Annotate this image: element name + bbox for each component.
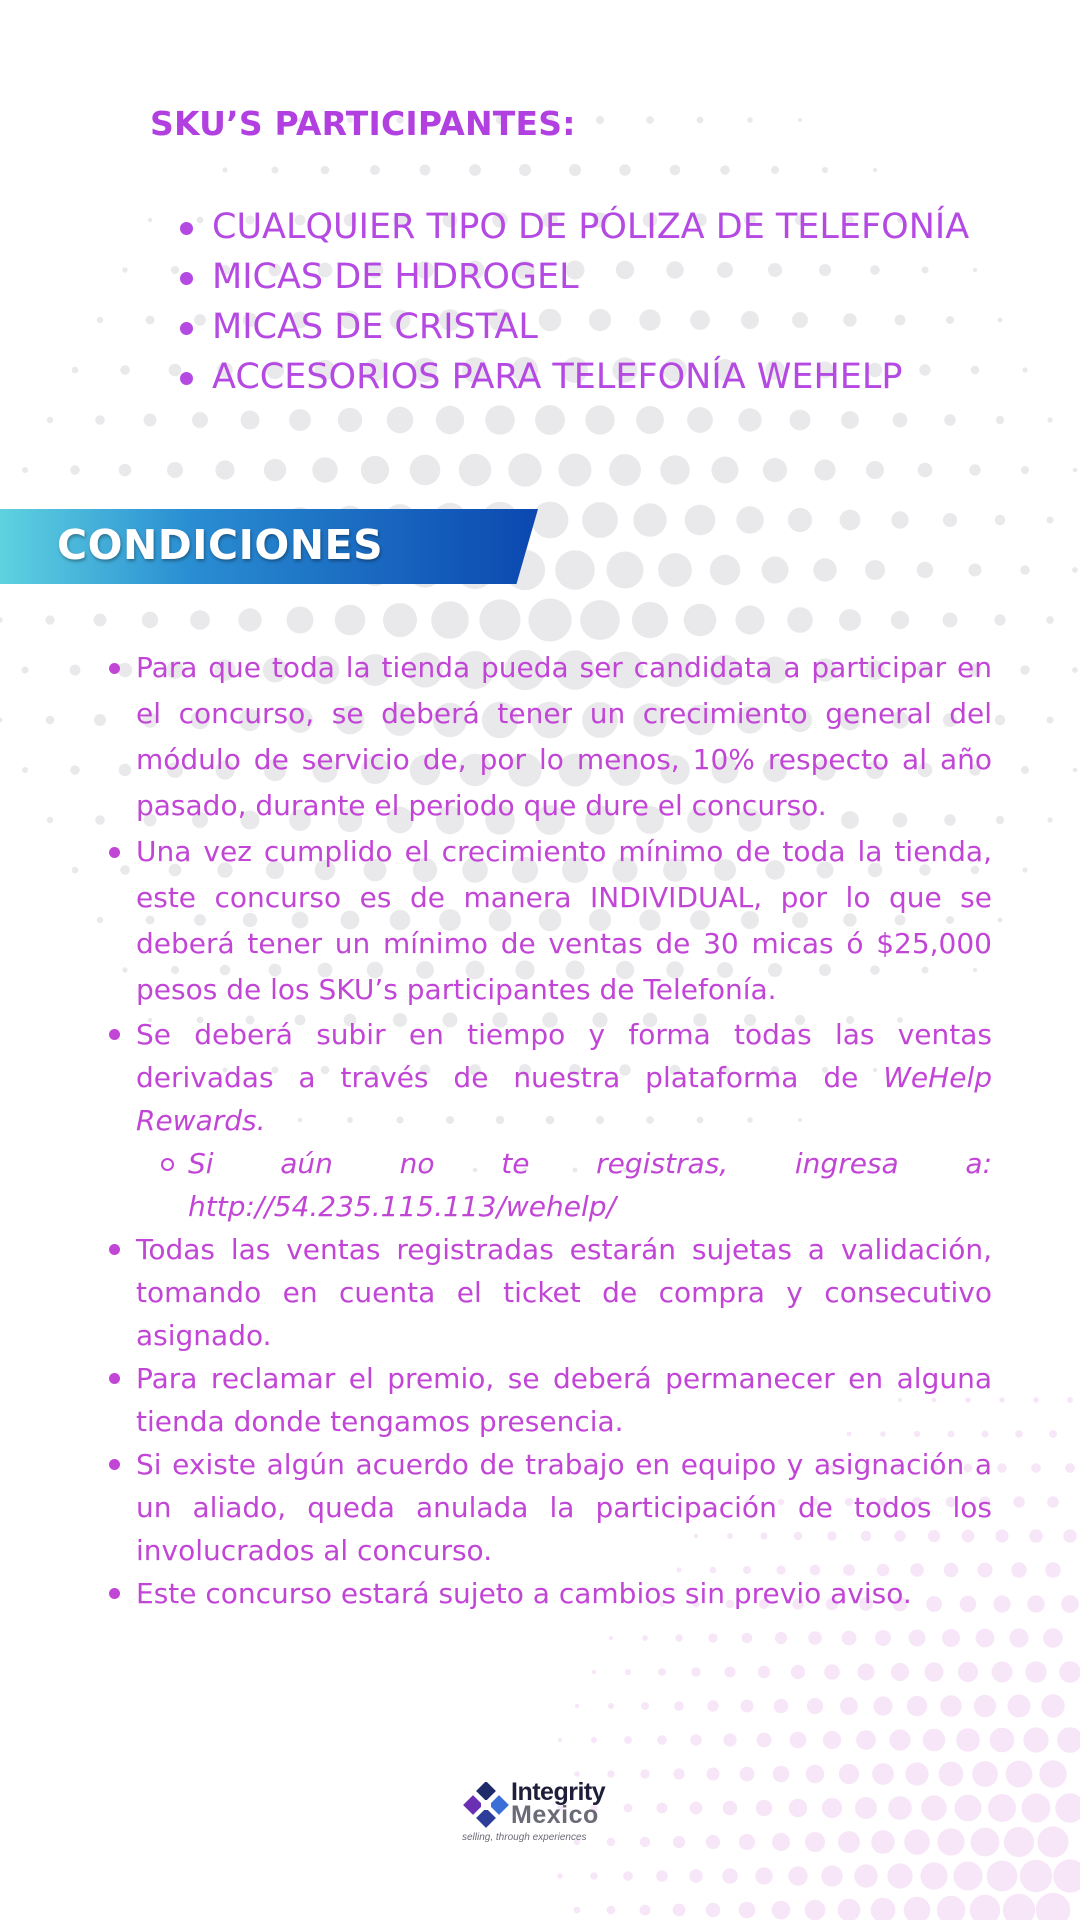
sku-item: MICAS DE CRISTAL (180, 302, 969, 352)
condition-item: Este concurso estará sujeto a cambios sin previo aviso. (136, 1572, 992, 1615)
condition-item: Una vez cumplido el crecimiento mínimo de toda la tienda, este concurso es de manera INDIVIDUAL, por lo que se deberá tener un mínimo de ventas de 30 micas ó $25,000 pesos de los SKU’s participantes de Telefonía. (136, 829, 992, 1013)
condition-item: Si existe algún acuerdo de trabajo en equipo y asignación a un aliado, queda anulada la participación de todos los involucrados al concurso. (136, 1443, 992, 1572)
logo-text-integrity: Integrity (511, 1778, 606, 1806)
integrity-mexico-logo (462, 1778, 622, 1848)
condition-item: Para que toda la tienda pueda ser candidata a participar en el concurso, se deberá tener un crecimiento general del módulo de servicio de, por lo menos, 10% respecto al año pasado, durante el periodo que dure el concurso. (136, 645, 992, 829)
condition-item: Todas las ventas registradas estarán sujetas a validación, tomando en cuenta el ticket de compra y consecutivo asignado. (136, 1228, 992, 1357)
sku-item: MICAS DE HIDROGEL (180, 252, 969, 302)
conditions-list (136, 645, 992, 1615)
logo-tagline: selling, through experiences (462, 1832, 587, 1843)
conditions-title: CONDICIONES (57, 521, 384, 569)
sku-item: CUALQUIER TIPO DE PÓLIZA DE TELEFONÍA (180, 202, 969, 252)
condition-item-platform (136, 1013, 992, 1228)
platform-name: WeHelp Rewards. (136, 1061, 992, 1137)
condition-item: Para reclamar el premio, se deberá permanecer en alguna tienda donde tengamos presencia. (136, 1357, 992, 1443)
sku-item: ACCESORIOS PARA TELEFONÍA WEHELP (180, 352, 969, 402)
logo-mark-icon (462, 1782, 510, 1830)
conditions-sublist (136, 1142, 992, 1228)
sku-list (180, 202, 969, 402)
condition-text: Se deberá subir en tiempo y forma todas las ventas derivadas a través de nuestra plataforma de (136, 1018, 992, 1094)
sku-section-title: SKU’S PARTICIPANTES: (150, 104, 576, 143)
logo-text-mexico: Mexico (511, 1801, 599, 1829)
registration-link-note[interactable]: Si aún no te registras, ingresa a: http://54.235.115.113/wehelp/ (188, 1142, 992, 1228)
